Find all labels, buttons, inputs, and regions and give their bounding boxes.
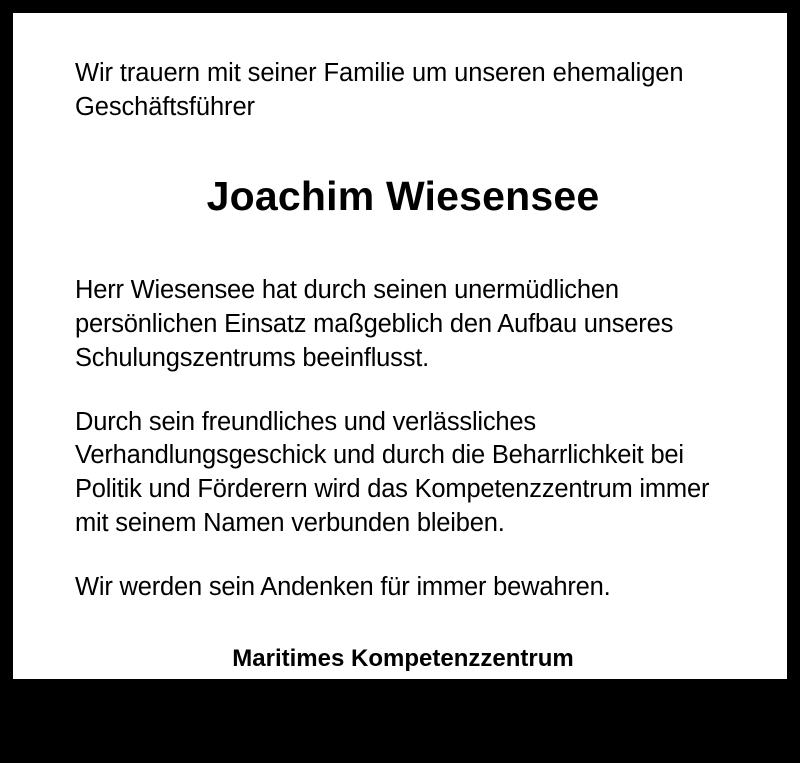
- signatory-roles: Gesellschafter – Geschäftsleitung - Mitarbeiter: [137, 733, 669, 761]
- signature-block: [75, 643, 731, 763]
- organization-name-line-1: Maritimes Kompetenzzentrum: [232, 645, 574, 673]
- intro-text: Wir trauern mit seiner Familie um unseren ehemaligen Geschäftsführer: [75, 59, 684, 121]
- organization-name-line-2: Elsfleth gGmbH: [312, 676, 493, 704]
- deceased-name: Joachim Wiesensee: [206, 172, 600, 219]
- tribute-paragraph-1: Herr Wiesensee hat durch seinen unermüdlichen persönlichen Einsatz maßgeblich den Aufbau unseres Schulungszentrums beeinflusst.: [75, 275, 674, 372]
- obituary-card: [13, 13, 787, 761]
- tribute-paragraph-2: Durch sein freundliches und verlässliches Verhandlungsgeschick und durch die Beharrlichkeit bei Politik und Förderern wird das Kompetenzzentrum immer mit seinem Namen verbunden bleiben.: [75, 407, 710, 538]
- tribute-paragraph-3: Wir werden sein Andenken für immer bewahren.: [75, 573, 611, 602]
